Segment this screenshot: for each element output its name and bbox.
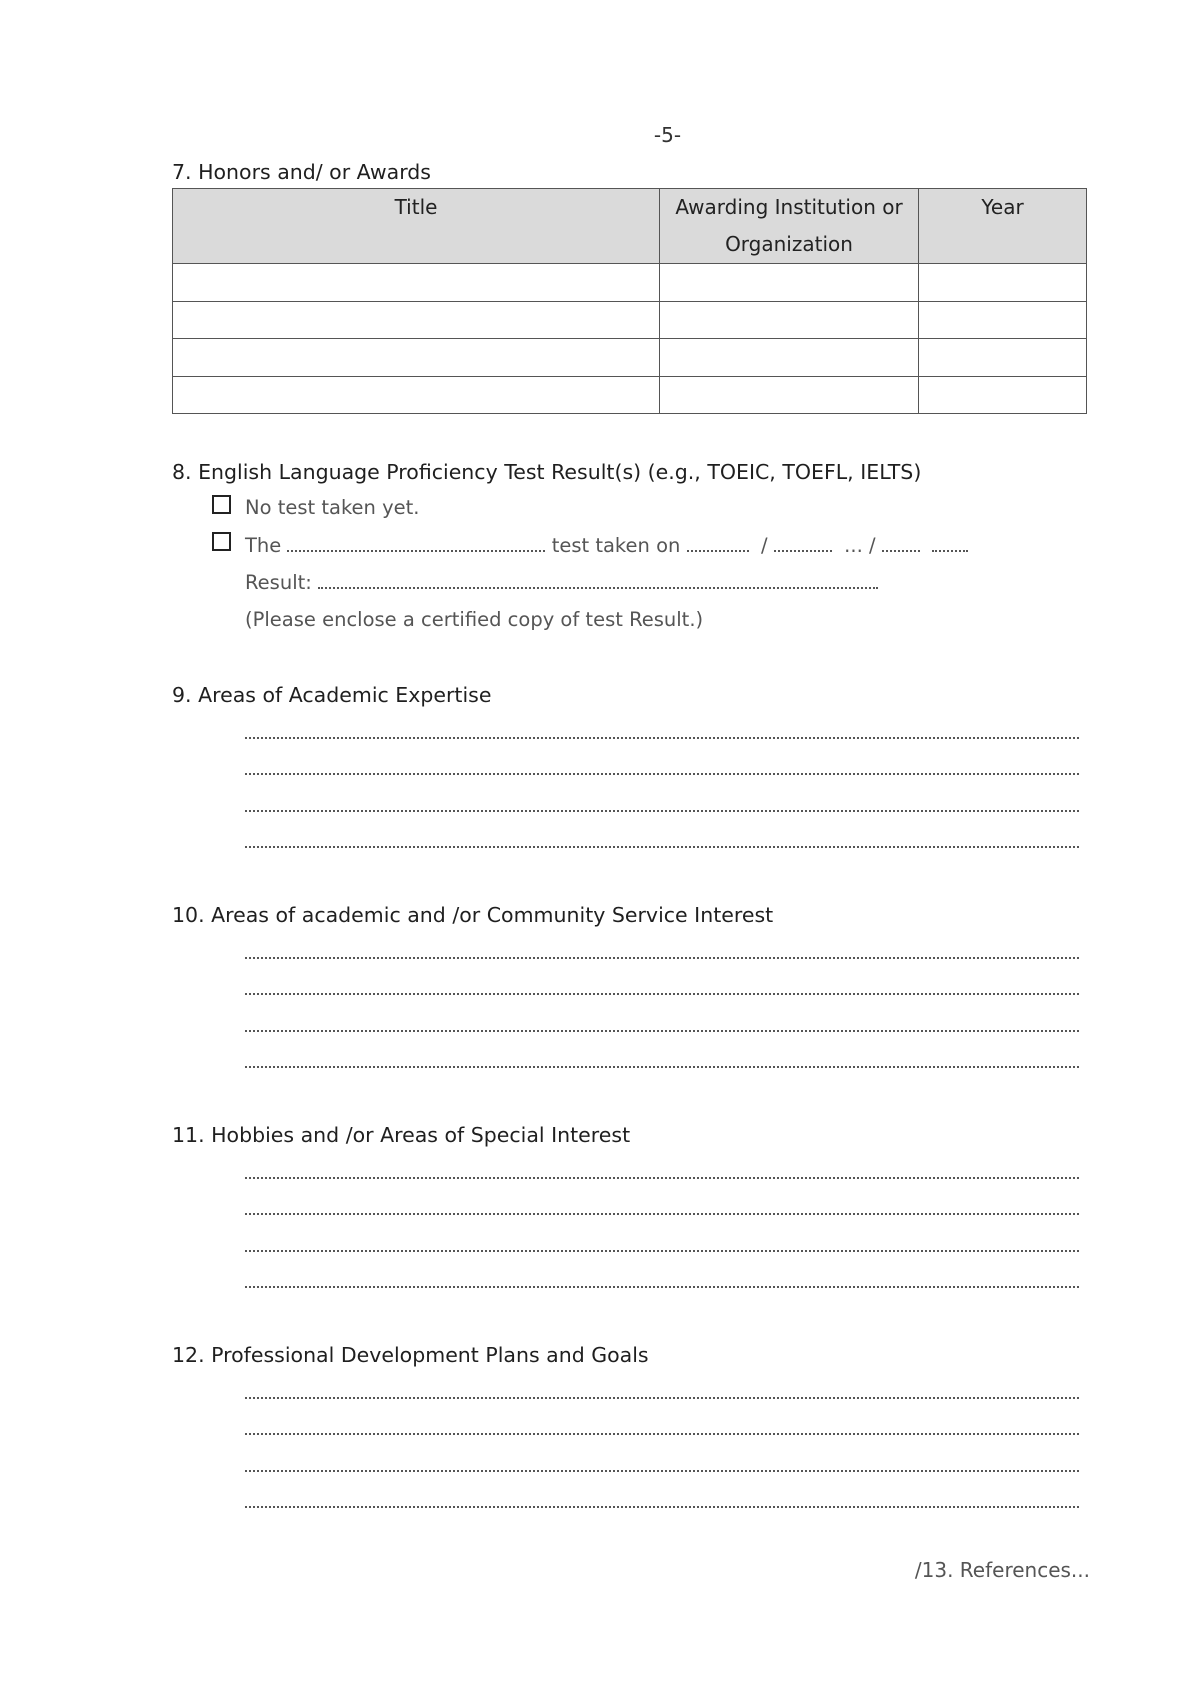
date-separator: /	[760, 534, 768, 557]
hobbies-line-3[interactable]	[245, 1250, 1079, 1252]
development-line-1[interactable]	[245, 1397, 1079, 1399]
no-test-checkbox[interactable]	[212, 495, 231, 514]
awards-table	[172, 188, 1087, 414]
next-page-footer: /13. References...	[914, 1558, 1090, 1582]
service-line-4[interactable]	[245, 1066, 1079, 1068]
page-number: -5-	[653, 123, 682, 147]
service-line-3[interactable]	[245, 1030, 1079, 1032]
hobbies-line-4[interactable]	[245, 1286, 1079, 1288]
test-day-field[interactable]	[687, 536, 749, 552]
development-line-3[interactable]	[245, 1470, 1079, 1472]
column-header-institution-line2: Organization	[725, 232, 853, 256]
test-year-field[interactable]	[882, 536, 920, 552]
awards-table-header	[173, 189, 1087, 264]
award-institution-cell[interactable]	[660, 339, 919, 377]
section-11-title: 11. Hobbies and /or Areas of Special Interest	[172, 1123, 631, 1147]
award-title-cell[interactable]	[173, 339, 660, 377]
expertise-line-2[interactable]	[245, 773, 1079, 775]
award-institution-cell[interactable]	[660, 264, 919, 302]
result-field[interactable]	[318, 573, 878, 589]
service-line-1[interactable]	[245, 957, 1079, 959]
award-institution-cell[interactable]	[660, 301, 919, 339]
test-year-extra-field[interactable]	[932, 536, 968, 552]
table-row	[173, 339, 1087, 377]
award-year-cell[interactable]	[919, 339, 1087, 377]
test-taken-line	[245, 534, 968, 557]
column-header-title: Title	[173, 189, 660, 264]
hobbies-line-1[interactable]	[245, 1177, 1079, 1179]
test-name-field[interactable]	[287, 536, 545, 552]
award-year-cell[interactable]	[919, 376, 1087, 414]
service-line-2[interactable]	[245, 993, 1079, 995]
table-row	[173, 376, 1087, 414]
section-7-title: 7. Honors and/ or Awards	[172, 160, 431, 184]
section-9-title: 9. Areas of Academic Expertise	[172, 683, 492, 707]
expertise-line-4[interactable]	[245, 846, 1079, 848]
award-institution-cell[interactable]	[660, 376, 919, 414]
certified-copy-note: (Please enclose a certified copy of test Result.)	[245, 608, 704, 631]
table-row	[173, 301, 1087, 339]
test-taken-on-label: test taken on	[551, 534, 681, 557]
date-ellipsis: ...	[844, 534, 863, 557]
no-test-label: No test taken yet.	[245, 496, 420, 519]
award-title-cell[interactable]	[173, 264, 660, 302]
development-line-2[interactable]	[245, 1433, 1079, 1435]
section-8-title: 8. English Language Proficiency Test Result(s) (e.g., TOEIC, TOEFL, IELTS)	[172, 460, 922, 484]
the-label: The	[245, 534, 282, 557]
column-header-institution-line1: Awarding Institution or	[675, 195, 903, 219]
result-line	[245, 571, 878, 594]
test-month-field[interactable]	[774, 536, 832, 552]
award-title-cell[interactable]	[173, 376, 660, 414]
test-taken-checkbox[interactable]	[212, 532, 231, 551]
award-year-cell[interactable]	[919, 301, 1087, 339]
result-label: Result:	[245, 571, 312, 594]
table-row	[173, 264, 1087, 302]
award-year-cell[interactable]	[919, 264, 1087, 302]
section-10-title: 10. Areas of academic and /or Community Service Interest	[172, 903, 774, 927]
column-header-year: Year	[919, 189, 1087, 264]
date-separator: /	[868, 534, 876, 557]
award-title-cell[interactable]	[173, 301, 660, 339]
section-12-title: 12. Professional Development Plans and Goals	[172, 1343, 649, 1367]
development-line-4[interactable]	[245, 1506, 1079, 1508]
column-header-institution	[660, 189, 919, 264]
hobbies-line-2[interactable]	[245, 1213, 1079, 1215]
expertise-line-3[interactable]	[245, 810, 1079, 812]
expertise-line-1[interactable]	[245, 737, 1079, 739]
